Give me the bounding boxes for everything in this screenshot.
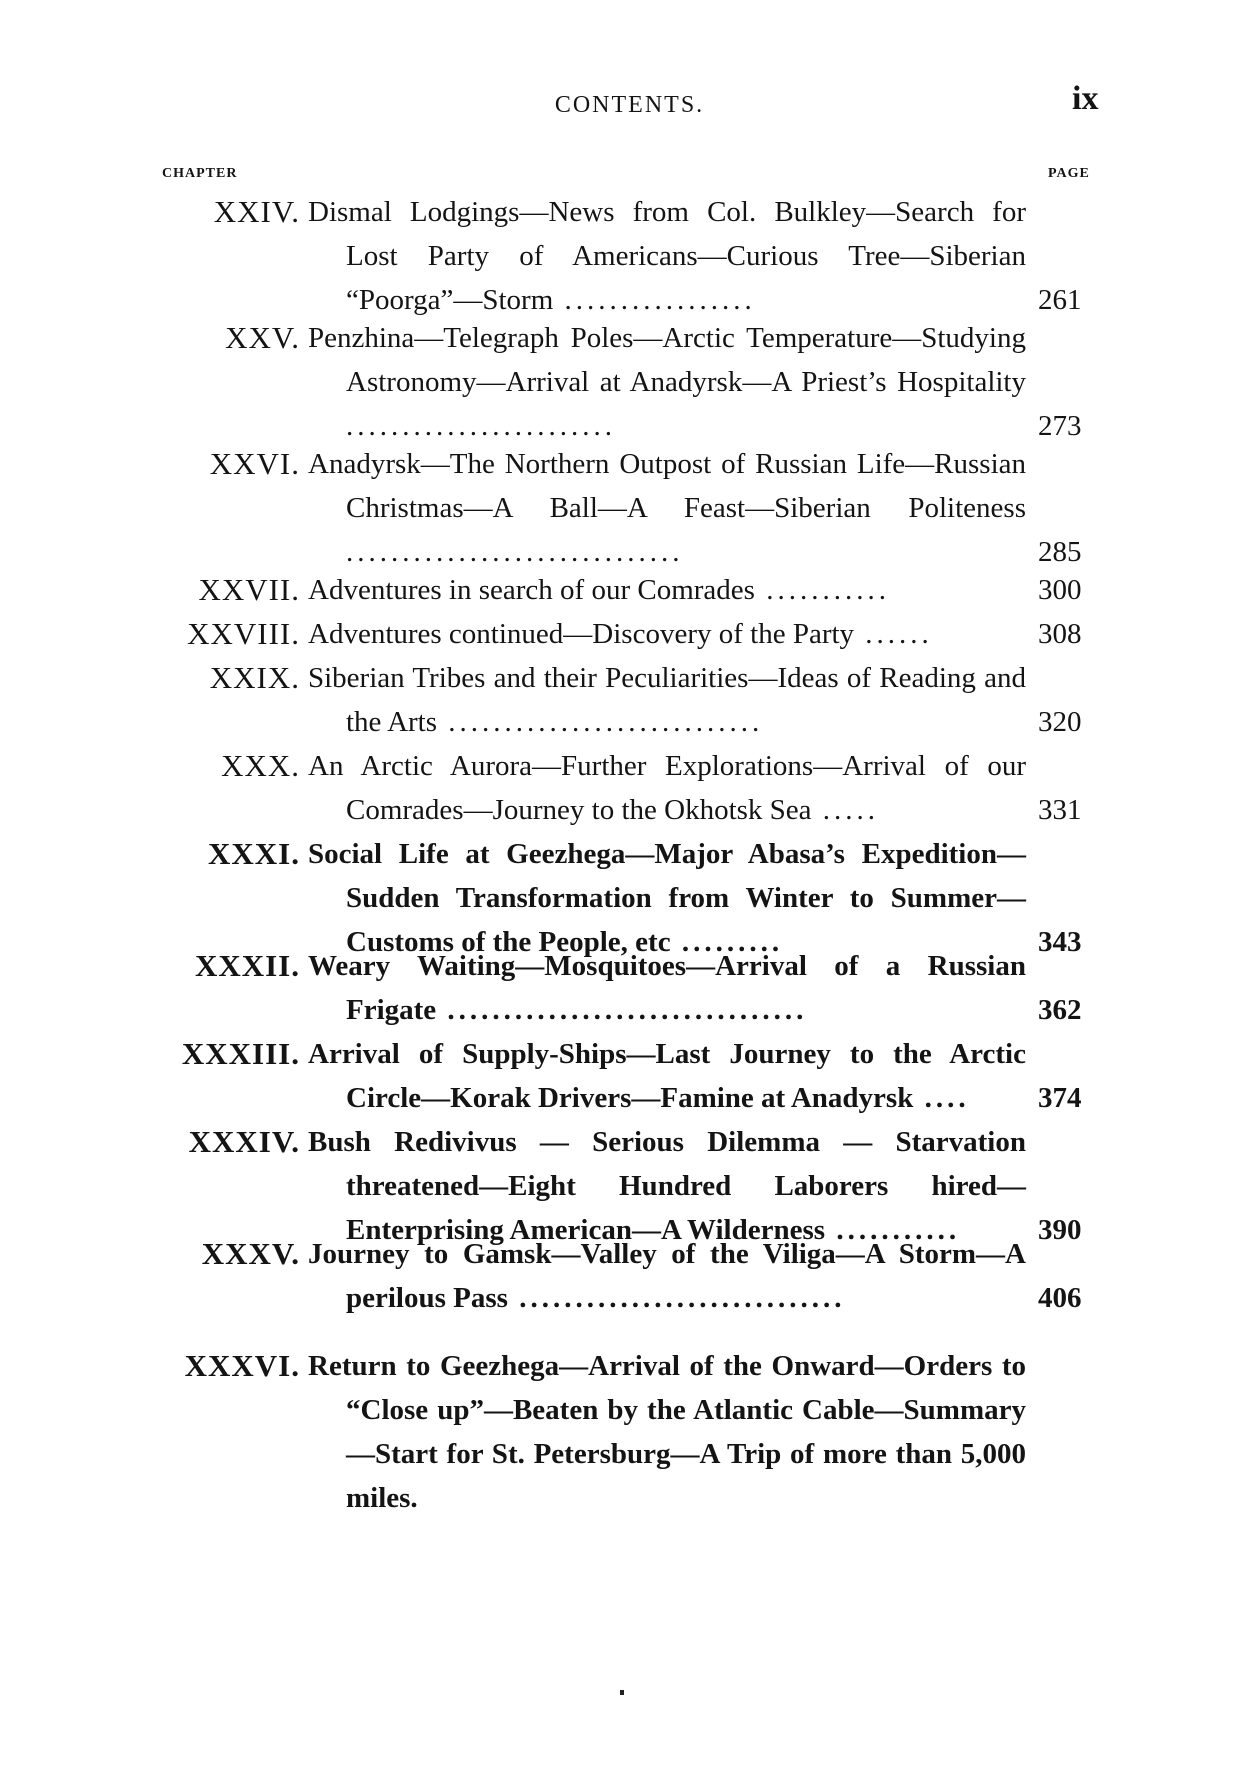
chapter-summary — [308, 744, 1026, 832]
page-ref: 320 — [1038, 706, 1082, 738]
page-number: ix — [1072, 80, 1099, 117]
leader-dots: ................................ — [436, 994, 808, 1026]
chapter-numeral: XXV. — [225, 320, 300, 355]
chapter-summary-text: Penzhina—Telegraph Poles—Arctic Temperature—Studying Astronomy—Arrival at Anadyrsk—A Priest’s Hospitality — [308, 322, 1026, 398]
running-title: CONTENTS. — [554, 92, 705, 118]
chapter-summary-text: Anadyrsk—The Northern Outpost of Russian Life—Russian Christmas—A Ball—A Feast—Siberian Politeness — [308, 448, 1026, 524]
leader-dots: ...... — [854, 618, 933, 650]
page-ref: 374 — [1038, 1082, 1082, 1114]
page-ref: 406 — [1038, 1282, 1082, 1314]
leader-dots: .... — [913, 1082, 970, 1114]
chapter-numeral: XXXII. — [194, 948, 300, 983]
chapter-numeral: XXIV. — [213, 194, 300, 229]
leader-dots: ............................ — [437, 706, 764, 738]
chapter-summary — [308, 656, 1026, 744]
chapter-summary-text: Dismal Lodgings—News from Col. Bulkley—Search for Lost Party of Americans—Curious Tree—Siberian “Poorga”—Storm — [308, 196, 1026, 316]
column-header-chapter: CHAPTER — [162, 166, 238, 181]
page-ref: 285 — [1038, 536, 1082, 568]
leader-dots: ........................ — [346, 410, 616, 442]
chapter-numeral: XXVI. — [209, 446, 300, 481]
page-ref: 308 — [1038, 618, 1082, 650]
page-ref: 362 — [1038, 994, 1082, 1026]
chapter-summary-text: Journey to Gamsk—Valley of the Viliga—A Storm—A perilous Pass — [308, 1238, 1026, 1314]
leader-dots: ......... — [670, 926, 784, 958]
chapter-numeral: XXVIII. — [187, 616, 300, 651]
page-ref: 390 — [1038, 1214, 1082, 1246]
chapter-summary-text: Adventures continued—Discovery of the Party — [308, 618, 855, 650]
printer-mark — [620, 1690, 624, 1695]
chapter-summary — [308, 1232, 1026, 1320]
page-ref: 273 — [1038, 410, 1082, 442]
leader-dots: ........... — [825, 1214, 961, 1246]
chapter-summary — [308, 442, 1026, 574]
leader-dots: ................. — [553, 284, 756, 316]
column-header-page: PAGE — [1048, 166, 1090, 181]
chapter-numeral: XXIX. — [209, 660, 300, 695]
chapter-numeral: XXXI. — [208, 836, 300, 871]
leader-dots: ............................. — [507, 1282, 846, 1314]
chapter-summary — [308, 1032, 1026, 1120]
chapter-summary-text: An Arctic Aurora—Further Explorations—Arrival of our Comrades—Journey to the Okhotsk Sea — [308, 750, 1026, 826]
chapter-summary-text: Arrival of Supply-Ships—Last Journey to the Arctic Circle—Korak Drivers—Famine at Anadyrsk — [308, 1038, 1026, 1114]
leader-dots: .............................. — [346, 536, 684, 568]
chapter-summary — [308, 190, 1026, 322]
chapter-summary: Return to Geezhega—Arrival of the Onward—Orders to “Close up”—Beaten by the Atlantic Cable—Summary—Start for St. Petersburg—A Trip of more than 5,000 miles. — [308, 1350, 1026, 1514]
page-ref: 300 — [1038, 574, 1082, 606]
chapter-numeral: XXVII. — [198, 572, 300, 607]
chapter-summary — [308, 944, 1026, 1032]
page-ref: 331 — [1038, 794, 1082, 826]
chapter-summary-text: Social Life at Geezhega—Major Abasa’s Expedition—Sudden Transformation from Winter to Summer—Customs of the People, etc — [308, 838, 1026, 958]
leader-dots: ........... — [754, 574, 890, 606]
chapter-numeral: XXXV. — [201, 1236, 300, 1271]
page-ref: 343 — [1038, 926, 1082, 958]
chapter-summary — [308, 612, 1026, 656]
leader-dots: ..... — [811, 794, 880, 826]
chapter-numeral: XXXIII. — [181, 1036, 300, 1071]
chapter-summary — [308, 568, 1026, 612]
chapter-numeral: XXXVI. — [184, 1348, 300, 1383]
chapter-numeral: XXXIV. — [188, 1124, 300, 1159]
page-ref: 261 — [1038, 284, 1082, 316]
chapter-numeral: XXX. — [221, 748, 300, 783]
chapter-summary-text: Bush Redivivus — Serious Dilemma — Starvation threatened—Eight Hundred Laborers hired—Enterprising American—A Wilderness — [308, 1126, 1026, 1246]
chapter-summary-text: Weary Waiting—Mosquitoes—Arrival of a Russian Frigate — [308, 950, 1026, 1026]
chapter-summary-text: Adventures in search of our Comrades — [308, 574, 755, 606]
chapter-summary — [308, 316, 1026, 448]
chapter-summary-text: Siberian Tribes and their Peculiarities—Ideas of Reading and the Arts — [308, 662, 1026, 738]
